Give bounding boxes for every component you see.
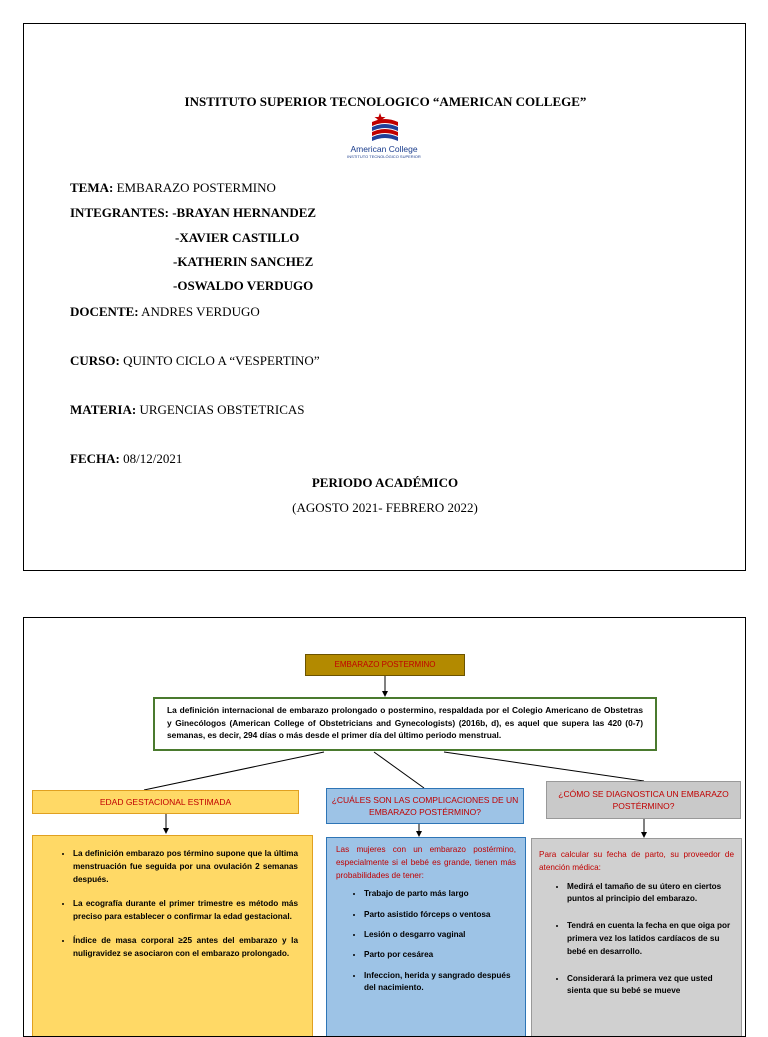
- tema-value: EMBARAZO POSTERMINO: [113, 180, 276, 195]
- complicaciones-intro: Las mujeres con un embarazo postérmino, especialmente si el bebé es grande, tienen más probabilidades de tener:: [336, 845, 516, 880]
- concept-map-page: [23, 617, 746, 1037]
- tema-label: TEMA:: [70, 180, 114, 195]
- list-item: • Trabajo de parto más largo: [364, 888, 516, 901]
- heading-edad-gestacional: EDAD GESTACIONAL ESTIMADA: [32, 790, 299, 814]
- periodo-value: (AGOSTO 2021- FEBRERO 2022): [292, 500, 478, 515]
- edad-gestacional-list: [47, 848, 298, 961]
- docente-line: [70, 304, 260, 320]
- materia-line: [70, 402, 305, 418]
- map-title: EMBARAZO POSTERMINO: [305, 654, 465, 676]
- docente-label: DOCENTE:: [70, 304, 139, 319]
- docente-value: ANDRES VERDUGO: [138, 304, 260, 319]
- list-item: • Índice de masa corporal ≥25 antes del embarazo y la nuligravidez se asociaron con el embarazo prolongado.: [73, 935, 298, 961]
- materia-value: URGENCIAS OBSTETRICAS: [136, 402, 305, 417]
- branch-line: [144, 752, 324, 790]
- curso-value: QUINTO CICLO A “VESPERTINO”: [119, 353, 320, 368]
- list-item: • Lesión o desgarro vaginal: [364, 929, 516, 942]
- list-item: • Medirá el tamaño de su útero en ciertos puntos al principio del embarazo.: [567, 881, 734, 907]
- diagnostico-list: [539, 881, 734, 999]
- branch-line: [444, 752, 644, 781]
- complicaciones-list: [336, 888, 516, 995]
- periodo-title: PERIODO ACADÉMICO: [311, 475, 459, 490]
- complicaciones-box: [326, 837, 526, 1037]
- definition-box: La definición internacional de embarazo prolongado o postermino, respaldada por el Colegio Americano de Obstetras y Ginecólogos (American College of Obstetricians and Gynecologists) (2016b, d), es aquel que supera las 420 (0-7) semanas, es decir, 294 días o más desde el primer día del último periodo menstrual.: [153, 697, 657, 751]
- fecha-value: 08/12/2021: [119, 451, 183, 466]
- institute-title: INSTITUTO SUPERIOR TECNOLOGICO “AMERICAN COLLEGE”: [184, 94, 587, 109]
- integrantes-label: INTEGRANTES:: [70, 205, 169, 220]
- diagnostico-box: [531, 838, 742, 1037]
- list-item: • La ecografía durante el primer trimestre es método más preciso para establecer o confirmar la edad gestacional.: [73, 898, 298, 924]
- curso-label: CURSO:: [70, 353, 120, 368]
- integrante-name: -XAVIER CASTILLO: [175, 230, 300, 245]
- integrantes-line: [70, 205, 316, 221]
- fecha-label: FECHA:: [70, 451, 120, 466]
- fecha-line: [70, 451, 182, 467]
- materia-label: MATERIA:: [70, 402, 137, 417]
- tema-line: [70, 180, 276, 196]
- integrante-name: -OSWALDO VERDUGO: [173, 278, 314, 293]
- list-item: • Parto asistido fórceps o ventosa: [364, 909, 516, 922]
- flag-icon: [344, 112, 424, 144]
- list-item: • Infeccion, herida y sangrado después del nacimiento.: [364, 970, 516, 996]
- integrante-name: -BRAYAN HERNANDEZ: [172, 205, 317, 220]
- branch-line: [374, 752, 424, 788]
- heading-diagnostico: ¿CÓMO SE DIAGNOSTICA UN EMBARAZO POSTÉRMINO?: [546, 781, 741, 819]
- american-college-logo: [344, 112, 424, 160]
- curso-line: [70, 353, 320, 369]
- diagnostico-intro: Para calcular su fecha de parto, su proveedor de atención médica:: [539, 850, 734, 872]
- cover-page: [23, 23, 746, 571]
- list-item: • Tendrá en cuenta la fecha en que oiga por primera vez los latidos cardíacos de su bebé en desarrollo.: [567, 920, 734, 958]
- integrante-name: -KATHERIN SANCHEZ: [173, 254, 314, 269]
- list-item: • Parto por cesárea: [364, 949, 516, 962]
- logo-name: American College: [350, 144, 418, 154]
- list-item: • Considerará la primera vez que usted sienta que su bebé se mueve: [567, 973, 734, 999]
- heading-complicaciones: ¿CUÁLES SON LAS COMPLICACIONES DE UN EMBARAZO POSTÉRMINO?: [326, 788, 524, 824]
- edad-gestacional-box: [32, 835, 313, 1037]
- logo-subtitle: INSTITUTO TECNOLÓGICO SUPERIOR: [347, 154, 421, 159]
- list-item: • La definición embarazo pos término supone que la última menstruación fue seguida por una ovulación 2 semanas después.: [73, 848, 298, 886]
